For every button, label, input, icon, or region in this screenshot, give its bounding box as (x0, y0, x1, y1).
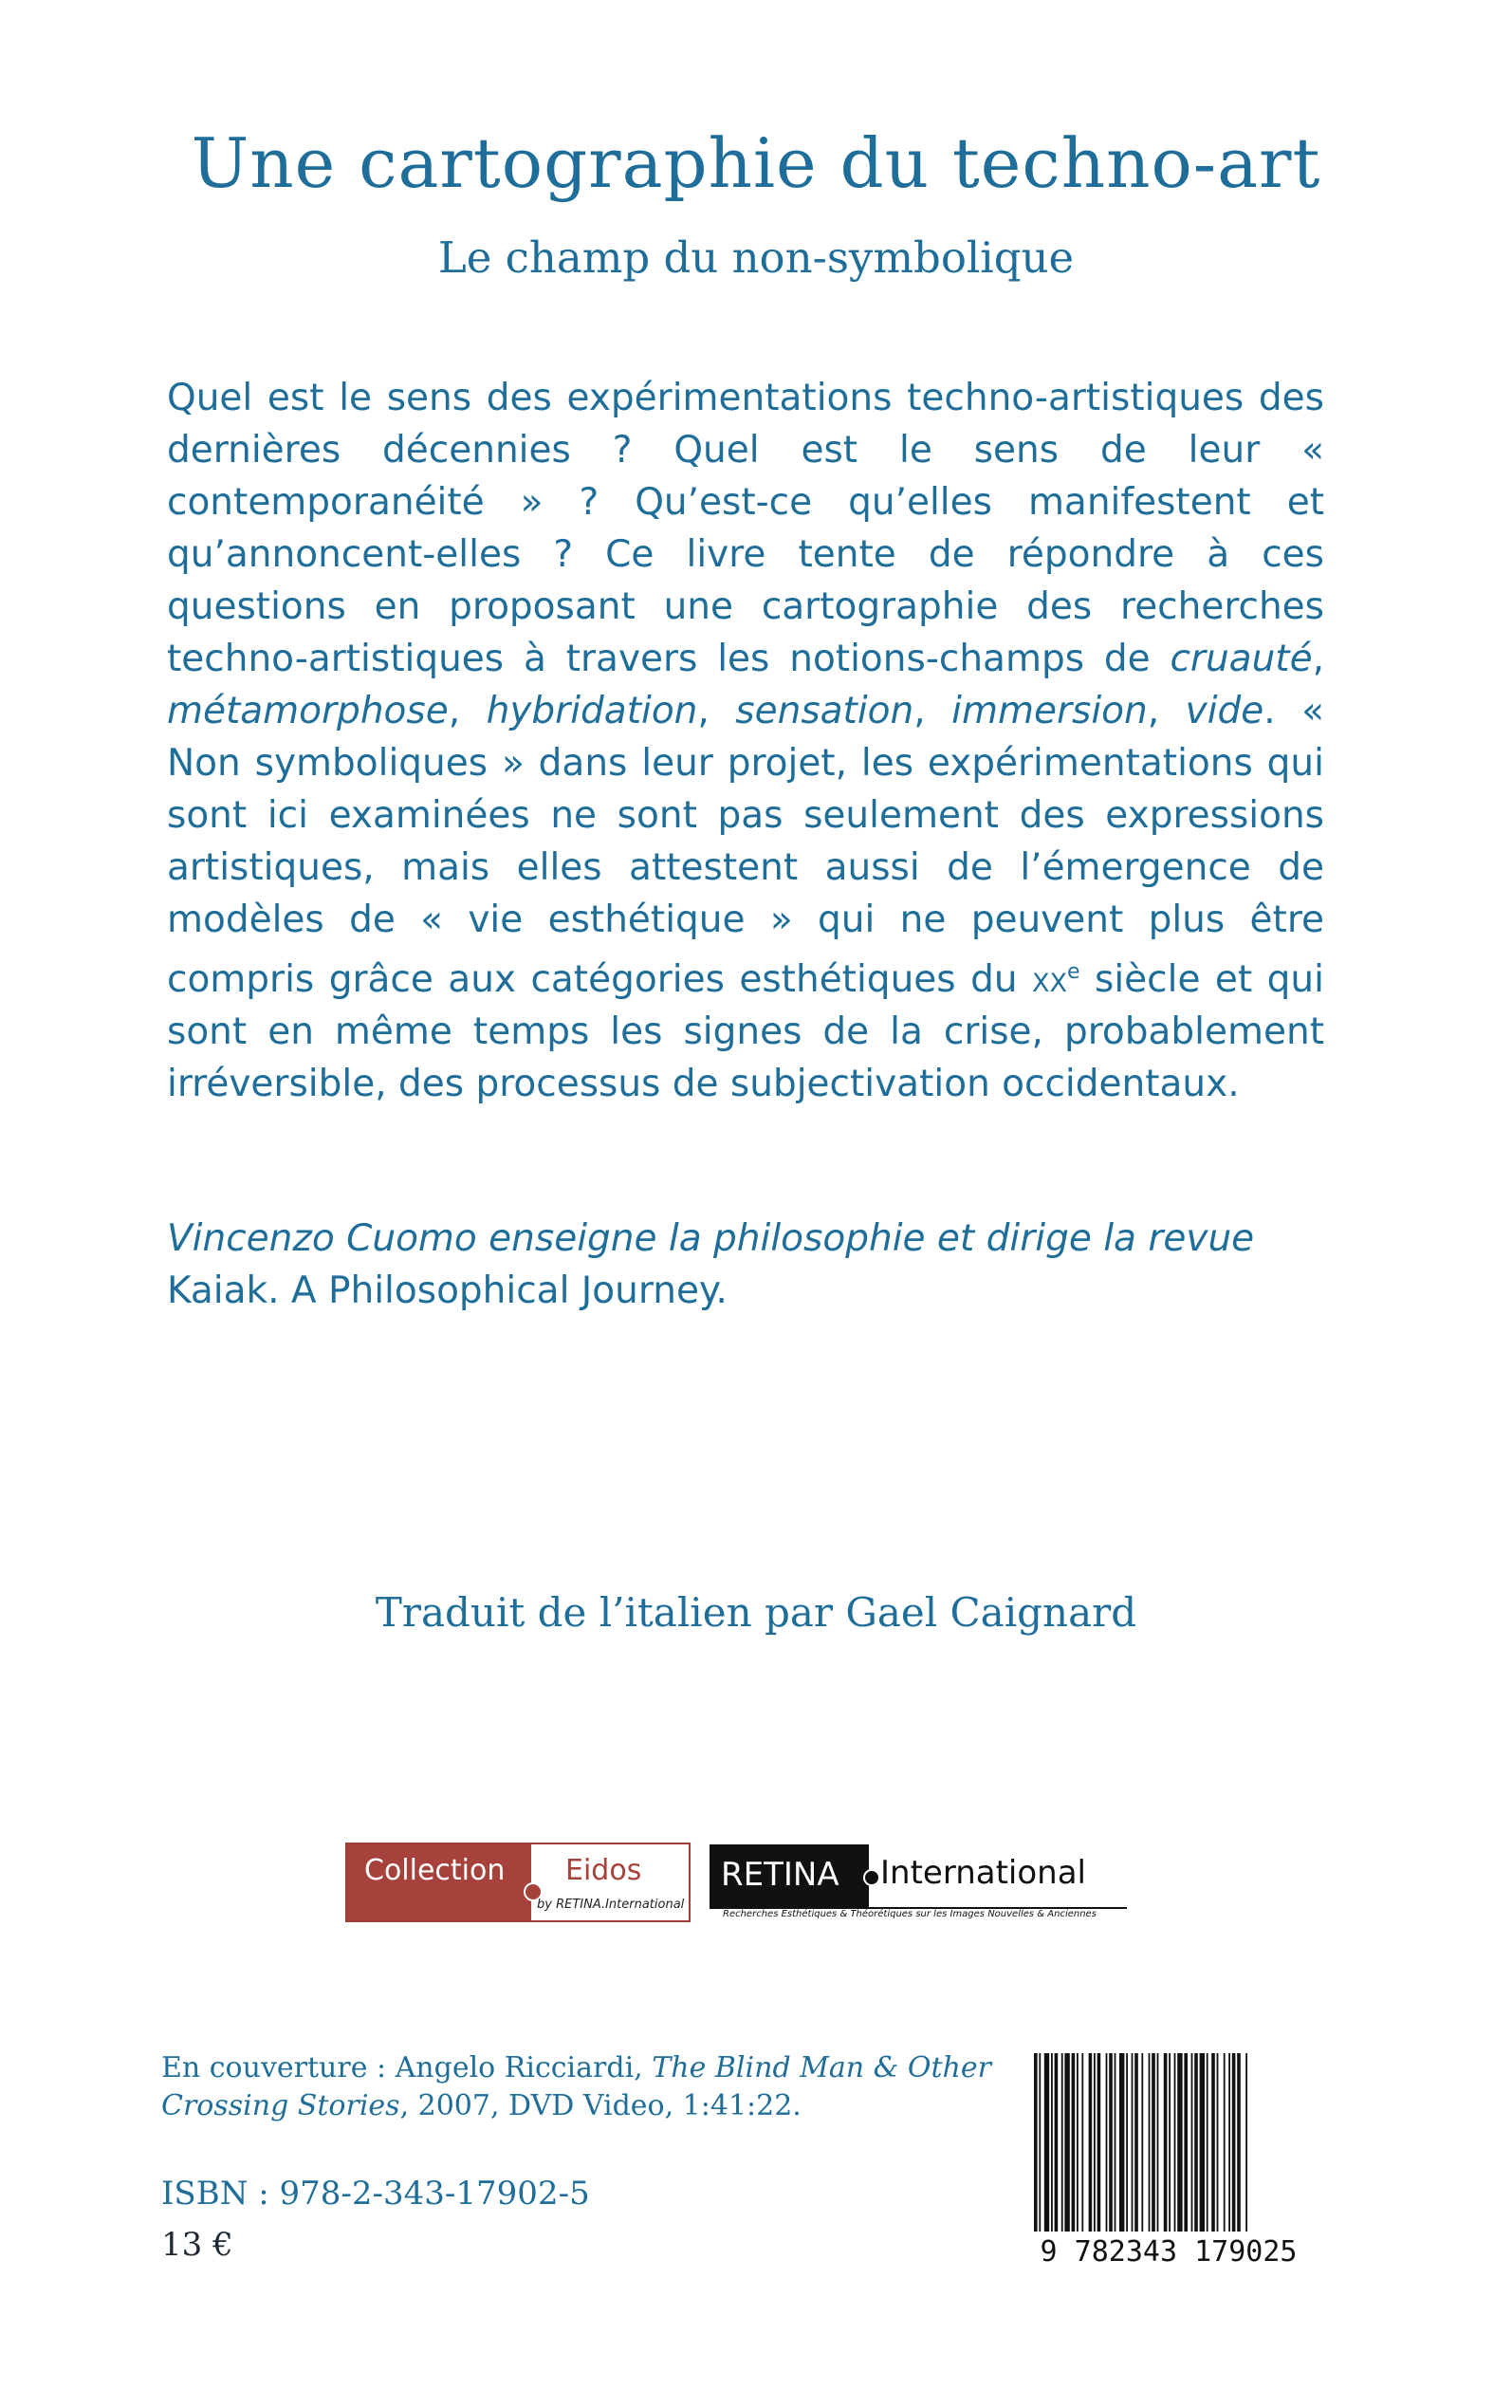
collection-eidos-logo (345, 1843, 691, 1922)
barcode-bar (1044, 2053, 1049, 2232)
blurb-term: cruauté (1170, 638, 1313, 680)
collection-label: Collection (364, 1854, 506, 1887)
barcode-bar (1157, 2053, 1159, 2232)
blurb-term: sensation (735, 690, 914, 732)
blurb-separator: , (913, 690, 952, 732)
journal-name: Kaiak. A Philosophical Journey. (167, 1269, 728, 1312)
author-name: Vincenzo Cuomo (167, 1217, 477, 1260)
isbn: ISBN : 978-2-343-17902-5 (161, 2175, 590, 2213)
blurb-separator: , (697, 690, 736, 732)
blurb-separator: , (1312, 638, 1324, 680)
barcode-bar (1177, 2053, 1182, 2232)
century-numeral: xx (1032, 958, 1068, 1001)
barcode-bar (1149, 2053, 1151, 2232)
barcode-bar (1055, 2053, 1059, 2232)
author-bio (167, 1213, 1343, 1317)
barcode-bar (1109, 2053, 1113, 2232)
blurb-term: immersion (951, 690, 1148, 732)
collection-byline: by RETINA.International (537, 1898, 685, 1912)
barcode-bar (1051, 2053, 1053, 2232)
barcode-digits: 9 782343 179025 (1040, 2235, 1298, 2269)
blurb-text: siècle et qui sont en même temps les signes de la crise, probablement irréversible, des processus de subjectivation occidentaux. (167, 958, 1324, 1105)
author-description: enseigne la philosophie et dirige la revue (476, 1217, 1255, 1260)
retina-tagline: Recherches Esthétiques & Théorétiques sur les Images Nouvelles & Anciennes (723, 1909, 1097, 1919)
barcode-bar (1061, 2053, 1063, 2232)
back-cover-blurb (167, 372, 1324, 1110)
barcode-bar (1119, 2053, 1124, 2232)
barcode-bar (1106, 2053, 1108, 2232)
century-superscript: e (1067, 960, 1080, 984)
retina-international-logo (710, 1844, 1127, 1924)
blurb-text: . « Non symboliques » dans leur projet, les expérimentations qui sont ici examinées ne sont pas seulement des expressions artistiques, mais elles attestent aussi de l’émergence de modèles de « vie esthétique » qui ne peuvent plus être compris grâce aux catégories esthétiques du (167, 690, 1325, 1001)
barcode-bar (1211, 2053, 1215, 2232)
cover-image-credit (161, 2049, 1015, 2125)
book-subtitle: Le champ du non-symbolique (437, 232, 1075, 283)
barcode (1030, 2053, 1307, 2269)
barcode-bar (1141, 2053, 1143, 2232)
barcode-bar (1034, 2053, 1038, 2232)
blurb-term: hybridation (486, 690, 698, 732)
barcode-bar (1200, 2053, 1205, 2232)
international-label: International (880, 1854, 1086, 1892)
barcode-bar (1152, 2053, 1155, 2232)
blurb-term: métamorphose (167, 690, 449, 732)
barcode-bar (1217, 2053, 1219, 2232)
credit-work-title: The Blind Man & Other Crossing Stories (161, 2051, 991, 2122)
book-title: Une cartographie du techno-art (191, 123, 1321, 203)
barcode-bar (1232, 2053, 1236, 2232)
barcode-bar (1132, 2053, 1134, 2232)
barcode-bars-icon (1030, 2053, 1307, 2233)
barcode-bar (1245, 2053, 1247, 2232)
barcode-bar (1094, 2053, 1096, 2232)
barcode-bar (1184, 2053, 1188, 2232)
credit-prefix: En couverture : Angelo Ricciardi, (161, 2051, 653, 2084)
barcode-bar (1228, 2053, 1230, 2232)
barcode-bar (1237, 2053, 1241, 2232)
barcode-bar (1072, 2053, 1076, 2232)
barcode-bar (1097, 2053, 1101, 2232)
eidos-label: Eidos (565, 1854, 642, 1887)
barcode-bar (1191, 2053, 1193, 2232)
translator-credit: Traduit de l’italien par Gael Caignard (375, 1589, 1137, 1636)
retina-label: RETINA (721, 1856, 839, 1894)
barcode-bar (1089, 2053, 1093, 2232)
credit-details: , 2007, DVD Video, 1:41:22. (399, 2089, 802, 2122)
blurb-separator: , (448, 690, 487, 732)
barcode-bar (1081, 2053, 1083, 2232)
barcode-bar (1134, 2053, 1138, 2232)
barcode-bar (1174, 2053, 1176, 2232)
barcode-bar (1039, 2053, 1041, 2232)
logo-dot-icon (863, 1869, 880, 1886)
barcode-bar (1077, 2053, 1079, 2232)
barcode-bar (1164, 2053, 1168, 2232)
barcode-bar (1115, 2053, 1116, 2232)
barcode-bar (1126, 2053, 1128, 2232)
barcode-bar (1207, 2053, 1208, 2232)
barcode-bar (1064, 2053, 1069, 2232)
barcode-bar (1224, 2053, 1226, 2232)
barcode-bar (1169, 2053, 1171, 2232)
blurb-separator: , (1147, 690, 1186, 732)
price: 13 € (161, 2226, 233, 2264)
blurb-term: vide (1185, 690, 1264, 732)
blurb-text: Quel est le sens des expérimentations techno-artistiques des dernières décennies ? Quel est le sens de leur « contemporanéité » ? Qu’est-ce qu’elles manifestent et qu’annoncent-elles ? Ce livre tente de répondre à ces questions en proposant une cartographie des recherches techno-artistiques à travers les notions-champs de (167, 377, 1324, 680)
barcode-bar (1194, 2053, 1198, 2232)
